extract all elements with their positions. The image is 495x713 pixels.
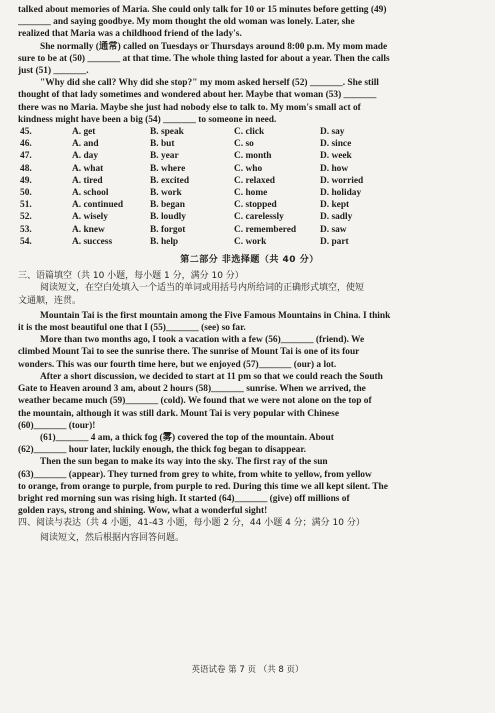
passage-line: it is the most beautiful one that I (55)_______ (see) so far. — [18, 323, 246, 334]
passage-line: After a short discussion, we decided to start at 11 pm so that we could reach the South — [40, 371, 383, 382]
option-row — [20, 187, 363, 199]
question-number: 46. — [20, 139, 32, 150]
option-b: B. but — [150, 139, 175, 150]
section-2-title: 第二部分 非选择题（共 40 分） — [180, 255, 319, 266]
option-c: C. month — [234, 151, 272, 162]
option-d: D. since — [320, 139, 352, 150]
passage-1 — [18, 4, 481, 126]
question-number: 52. — [20, 212, 32, 223]
option-row — [20, 138, 363, 150]
passage-line: there was no Maria. Maybe she just had nobody else to talk to. My mom's small act of — [18, 102, 361, 113]
part-4-instruction: 阅读短文，然后根据内容回答问题。 — [40, 532, 185, 543]
page-footer: 英语试卷 第 7 页 （共 8 页） — [191, 665, 304, 675]
option-row — [20, 236, 363, 248]
passage-line: sure to be at (50) _______ at that time. The whole thing lasted for about a year. Then the calls — [18, 53, 390, 64]
option-b: B. excited — [150, 175, 190, 186]
option-c: C. home — [234, 188, 268, 199]
option-row — [20, 163, 363, 175]
option-b: B. help — [150, 236, 179, 247]
option-d: D. say — [320, 127, 345, 138]
option-c: C. click — [234, 127, 265, 138]
passage-2 — [18, 310, 481, 517]
option-row — [20, 126, 363, 138]
option-d: D. kept — [320, 200, 350, 211]
passage-line: Gate to Heaven around 3 am, about 2 hours (58)_______ sunrise. When we arrived, the — [18, 384, 366, 395]
passage-line: "Why did she call? Why did she stop?" my mom asked herself (52) _______. She still — [40, 78, 379, 89]
passage-line: Then the sun began to make its way into the sky. The first ray of the sun — [40, 457, 328, 468]
option-row — [20, 211, 363, 223]
option-c: C. work — [234, 236, 267, 247]
passage-line: talked about memories of Maria. She could only talk for 10 or 15 minutes before getting (49) — [18, 5, 387, 15]
question-number: 47. — [20, 151, 32, 162]
question-number: 48. — [20, 163, 32, 174]
passage-line: _______ and saying goodbye. My mom thought the old woman was lonely. Later, she — [18, 17, 355, 28]
part-3-instruction: 文通顺，连贯。 — [18, 295, 82, 306]
option-c: C. relaxed — [234, 175, 275, 186]
passage-line: (60)_______ (tour)! — [18, 420, 96, 431]
passage-line: kindness might have been a big (54) _______ to someone in need. — [18, 114, 277, 125]
passage-line: to orange, from orange to purple, from purple to red. During this time we all kept silent. The — [18, 481, 388, 492]
passage-line: climbed Mount Tai to see the sunrise there. The sunrise of Mount Tai is one of its four — [18, 347, 360, 358]
answer-options-table — [20, 126, 363, 248]
option-row — [20, 199, 363, 211]
option-c: C. who — [234, 163, 263, 174]
option-row — [20, 175, 363, 187]
option-c: C. remembered — [234, 224, 297, 235]
passage-line: (62)_______ hour later, luckily enough, the thick fog began to disappear. — [18, 445, 306, 456]
passage-line: wonders. This was our fourth time here, but we enjoyed (57)_______ (our) a lot. — [18, 359, 337, 370]
passage-line: She normally (通常) called on Tuesdays or Thursdays around 8:00 p.m. My mom made — [40, 41, 388, 52]
question-number: 49. — [20, 175, 32, 186]
passage-line: Mountain Tai is the first mountain among the Five Famous Mountains in China. I think — [40, 310, 391, 321]
option-a: A. knew — [72, 224, 105, 235]
option-d: D. holiday — [320, 188, 362, 199]
passage-line: weather became much (59)_______ (cold). We found that we were not alone on the top of — [18, 396, 372, 407]
option-a: A. continued — [72, 200, 124, 211]
passage-line: bright red morning sun was rising high. It started (64)_______ (give) off millions of — [18, 493, 350, 504]
option-a: A. day — [72, 151, 99, 162]
option-b: B. loudly — [150, 212, 186, 223]
question-number: 51. — [20, 200, 32, 211]
option-d: D. week — [320, 151, 352, 162]
option-b: B. forgot — [150, 224, 186, 235]
option-a: A. what — [72, 163, 104, 174]
part-4-heading: 四、阅读与表达（共 4 小题，41-43 小题，每小题 2 分，44 小题 4 分；满分 10 分） — [18, 518, 365, 529]
option-c: C. stopped — [234, 200, 277, 211]
option-b: B. where — [150, 163, 186, 174]
option-c: C. so — [234, 139, 254, 150]
option-d: D. how — [320, 163, 349, 174]
option-d: D. sadly — [320, 212, 353, 223]
part-3-instruction: 阅读短文，在空白处填入一个适当的单词或用括号内所给词的正确形式填空，使短 — [40, 283, 365, 294]
option-row — [20, 150, 363, 162]
option-a: A. school — [72, 188, 109, 199]
passage-line: thought of that lady sometimes and wondered about her. Maybe that woman (53) _______ — [18, 90, 377, 101]
option-a: A. and — [72, 139, 99, 150]
question-number: 45. — [20, 127, 32, 138]
part-3-heading: 三、语篇填空（共 10 小题，每小题 1 分，满分 10 分） — [18, 271, 244, 282]
passage-line: golden rays, strong and shining. Wow, what a wonderful sight! — [18, 506, 268, 517]
option-a: A. get — [72, 127, 96, 138]
passage-line: (61)_______ 4 am, a thick fog (雾) covered the top of the mountain. About — [40, 432, 334, 443]
option-d: D. worried — [320, 175, 364, 186]
passage-line: just (51) _______. — [18, 66, 89, 77]
passage-line: realized that Maria was a childhood friend of the lady's. — [18, 29, 242, 40]
question-number: 53. — [20, 224, 32, 235]
passage-line: More than two months ago, I took a vacation with a few (56)_______ (friend). We — [40, 335, 365, 346]
option-b: B. speak — [150, 127, 184, 138]
passage-line: (63)_______ (appear). They turned from grey to white, from white to yellow, from yellow — [18, 469, 372, 480]
option-a: A. success — [72, 236, 113, 247]
option-row — [20, 224, 363, 236]
option-d: D. part — [320, 236, 349, 247]
option-b: B. year — [150, 151, 179, 162]
question-number: 54. — [20, 236, 32, 247]
option-a: A. wisely — [72, 212, 108, 223]
question-number: 50. — [20, 188, 32, 199]
option-b: B. work — [150, 188, 182, 199]
option-b: B. began — [150, 200, 185, 211]
passage-line: the mountain, although it was still dark. Mount Tai is very popular with Chinese — [18, 408, 339, 419]
option-d: D. saw — [320, 224, 347, 235]
option-a: A. tired — [72, 175, 103, 186]
option-c: C. carelessly — [234, 212, 284, 223]
